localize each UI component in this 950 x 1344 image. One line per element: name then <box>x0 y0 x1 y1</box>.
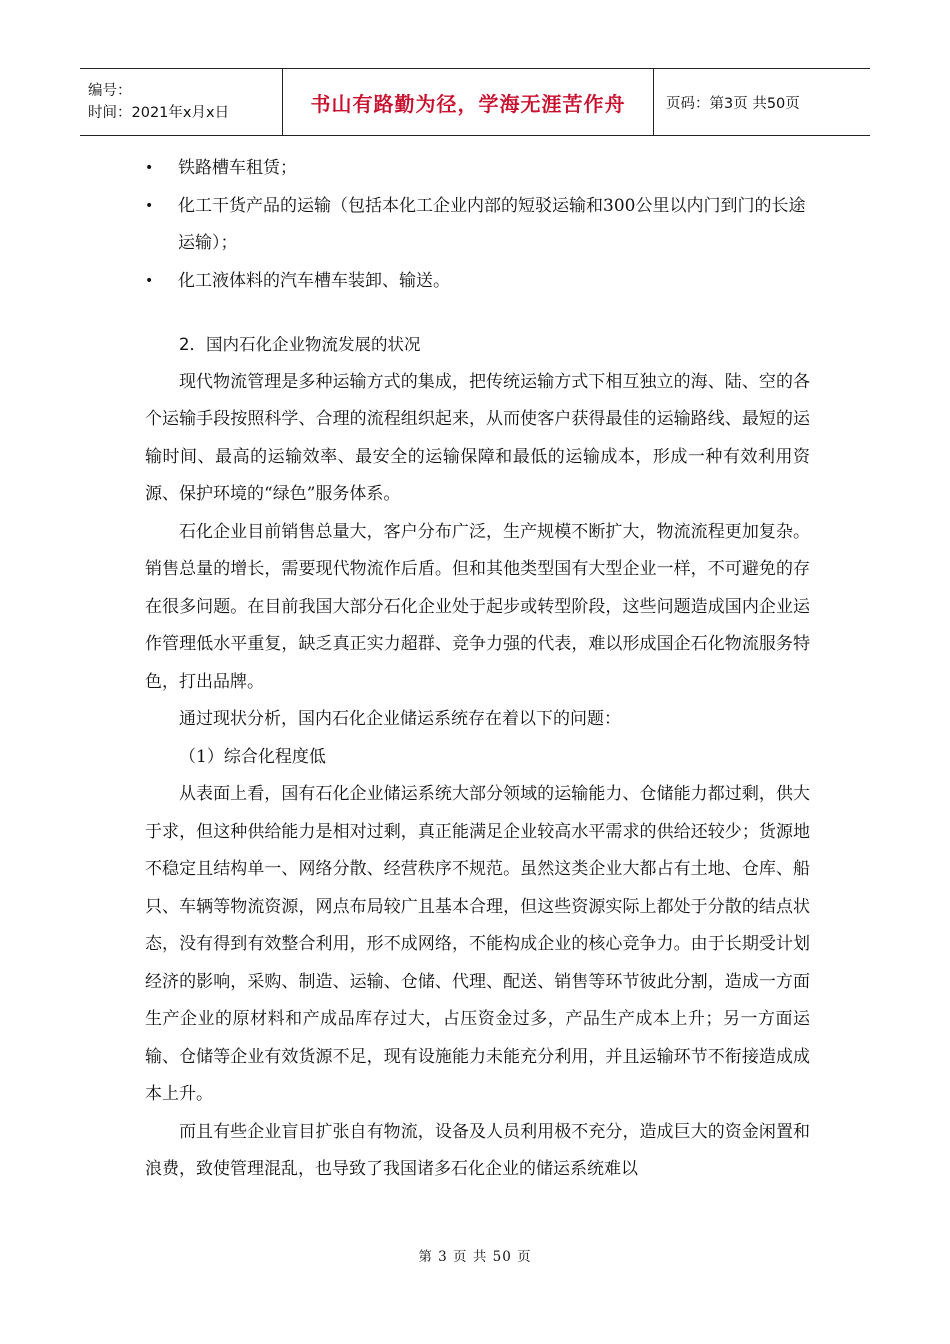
bullet-item <box>145 263 810 301</box>
page-footer: 第 3 页 共 50 页 <box>418 1249 532 1265</box>
paragraph: 而且有些企业盲目扩张自有物流，设备及人员利用极不充分，造成巨大的资金闲置和浪费，致使管理混乱，也导致了我国诸多石化企业的储运系统难以 <box>145 1121 810 1179</box>
header-motto: 书山有路勤为径，学海无涯苦作舟 <box>282 69 654 135</box>
section-heading: 2．国内石化企业物流发展的状况 <box>179 335 421 354</box>
subheading: （1）综合化程度低 <box>179 746 326 767</box>
bullet-text: 化工干货产品的运输（包括本化工企业内部的短驳运输和300公里以内门到门的长途运输）； <box>178 195 806 253</box>
document-number-label: 编号： <box>88 83 132 99</box>
page-header <box>80 68 870 136</box>
paragraph: 从表面上看，国有石化企业储运系统大部分领域的运输能力、仓储能力都过剩，供大于求，但这种供给能力是相对过剩，真正能满足企业较高水平需求的供给还较少；货源地不稳定且结构单一、网络分散、经营秩序不规范。虽然这类企业大都占有土地、仓库、船只、车辆等物流资源，网点布局较广且基本合理，但这些资源实际上都处于分散的结点状态，没有得到有效整合利用，形不成网络，不能构成企业的核心竞争力。由于长期受计划经济的影响，采购、制造、运输、仓储、代理、配送、销售等环节彼此分割，造成一方面生产企业的原材料和产成品库存过大，占压资金过多，产品生产成本上升；另一方面运输、仓储等企业有效货源不足，现有设施能力未能充分利用，并且运输环节不衔接造成成本上升。 <box>145 784 810 1104</box>
header-page-code: 页码：第3页 共50页 <box>666 95 800 112</box>
bullet-text: 铁路槽车租赁； <box>178 158 297 178</box>
document-time-label: 时间：2021年x月x日 <box>88 105 230 121</box>
document-body <box>145 150 810 1189</box>
bullet-icon: • <box>145 160 154 176</box>
paragraph: 通过现状分析，国内石化企业储运系统存在着以下的问题： <box>179 709 621 729</box>
paragraph: 现代物流管理是多种运输方式的集成，把传统运输方式下相互独立的海、陆、空的各个运输手段按照科学、合理的流程组织起来，从而使客户获得最佳的运输路线、最短的运输时间、最高的运输效率、最安全的运输保障和最低的运输成本，形成一种有效利用资源、保护环境的“绿色”服务体系。 <box>145 371 810 504</box>
bullet-text: 化工液体料的汽车槽车装卸、输送。 <box>178 270 450 291</box>
bullet-item <box>145 150 810 188</box>
paragraph: 石化企业目前销售总量大，客户分布广泛，生产规模不断扩大，物流流程更加复杂。销售总量的增长，需要现代物流作后盾。但和其他类型国有大型企业一样，不可避免的存在很多问题。在目前我国大部分石化企业处于起步或转型阶段，这些问题造成国内企业运作管理低水平重复，缺乏真正实力超群、竞争力强的代表，难以形成国企石化物流服务特色，打出品牌。 <box>145 521 810 692</box>
header-meta <box>80 69 282 135</box>
bullet-item <box>145 188 810 263</box>
bullet-icon: • <box>145 197 154 214</box>
bullet-icon: • <box>145 272 154 289</box>
